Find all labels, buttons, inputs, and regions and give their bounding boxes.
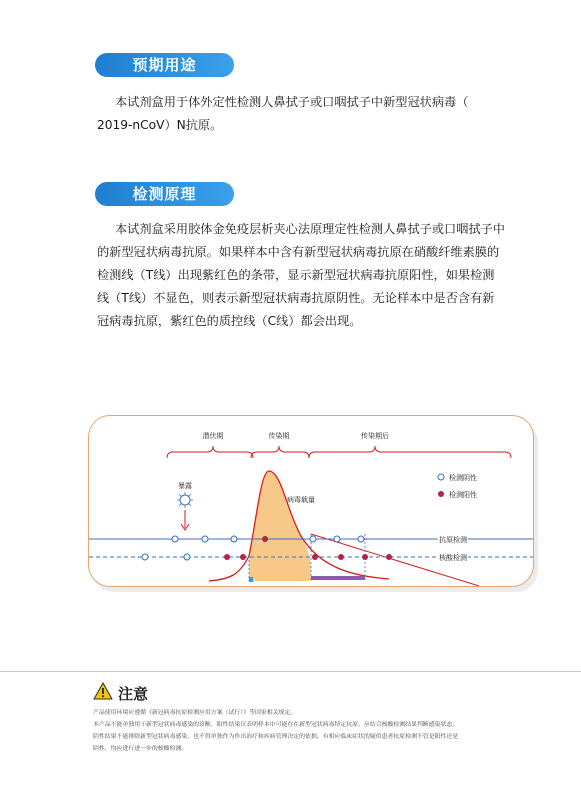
section-divider bbox=[0, 671, 581, 672]
legend-negative-marker bbox=[438, 474, 444, 480]
principle-line-1: 本试剂盒采用胶体金免疫层析夹心法原理定性检测人鼻拭子或口咽拭子中 bbox=[115, 222, 505, 236]
legend-positive-marker bbox=[438, 491, 444, 497]
bracket-post-infectious bbox=[309, 446, 511, 458]
section-title-intended-use: 预期用途 bbox=[95, 53, 234, 77]
period-label-incubation: 潜伏期 bbox=[202, 432, 224, 440]
exposure-label: 暴露 bbox=[178, 482, 192, 490]
principle-line-2: 的新型冠状病毒抗原。如果样本中含有新型冠状病毒抗原在硝酸纤维素膜的 bbox=[97, 245, 500, 259]
nucleic-marker bbox=[362, 554, 368, 560]
legend-negative-label: 检测阴性 bbox=[449, 474, 477, 482]
principle-line-5: 冠病毒抗原，紫红色的质控线（C线）都会出现。 bbox=[97, 314, 362, 328]
nucleic-marker bbox=[312, 554, 318, 560]
notice-title: 注意 bbox=[118, 685, 149, 703]
nucleic-marker bbox=[142, 554, 148, 560]
virus-icon bbox=[177, 492, 193, 508]
principle-paragraph bbox=[97, 218, 505, 333]
nucleic-positive-window bbox=[311, 576, 365, 580]
nucleic-line-label: 核酸检测 bbox=[439, 554, 467, 562]
nucleic-marker bbox=[224, 554, 230, 560]
notice-line-3: 阴性结果不能排除新型冠状病毒感染，也不得单独作为作出治疗和疾病管理决定的依据。有相应临床症状的疑似患者抗原检测不管是阳性还是 bbox=[93, 734, 459, 740]
intended-use-paragraph bbox=[97, 91, 468, 137]
notice-body bbox=[93, 707, 458, 755]
period-label-post-infectious: 传染期后 bbox=[361, 432, 389, 440]
antigen-marker bbox=[358, 536, 364, 542]
intended-use-line-1: 本试剂盒用于体外定性检测人鼻拭子或口咽拭子中新型冠状病毒（ bbox=[115, 95, 469, 109]
legend-positive-label: 检测阳性 bbox=[449, 491, 477, 499]
viral-load-fill bbox=[249, 471, 311, 581]
nucleic-marker bbox=[184, 554, 190, 560]
antigen-marker bbox=[334, 536, 340, 542]
nucleic-marker bbox=[338, 554, 344, 560]
antigen-marker bbox=[172, 536, 178, 542]
viral-load-label: 病毒载量 bbox=[287, 496, 315, 504]
antigen-marker bbox=[231, 536, 237, 542]
period-label-infectious: 传染期 bbox=[268, 432, 290, 440]
section-title-principle: 检测原理 bbox=[95, 182, 234, 206]
antigen-positive-window bbox=[249, 577, 253, 582]
intended-use-line-2: 2019-nCoV）N抗原。 bbox=[97, 118, 223, 132]
warning-icon bbox=[93, 682, 113, 700]
antigen-line-label: 抗原检测 bbox=[439, 536, 467, 544]
notice-line-1: 产品使用环境应遵循《新冠病毒抗原检测应用方案（试行）》等国家相关规定。 bbox=[93, 710, 297, 716]
infection-timeline-diagram bbox=[88, 415, 534, 587]
nucleic-marker bbox=[386, 554, 392, 560]
timeline-svg bbox=[89, 416, 533, 586]
bracket-infectious bbox=[251, 446, 309, 458]
principle-line-3: 检测线（T线）出现紫红色的条带，显示新型冠状病毒抗原阳性，如果检测 bbox=[97, 268, 495, 282]
antigen-marker bbox=[262, 536, 268, 542]
notice-line-2: 本产品不能单独用于新型冠状病毒感染的诊断，阳性结果仅表明样本中可能存在新型冠状病毒特定抗原，应结合核酸检测结果判断感染状态。 bbox=[93, 722, 459, 728]
nucleic-marker bbox=[240, 554, 246, 560]
principle-line-4: 线（T线）不显色，则表示新型冠状病毒抗原阴性。无论样本中是否含有新 bbox=[97, 291, 495, 305]
antigen-marker bbox=[202, 536, 208, 542]
antigen-marker bbox=[310, 536, 316, 542]
notice-line-4: 阴性，均应进行进一步的核酸检测。 bbox=[93, 746, 188, 752]
bracket-incubation bbox=[167, 446, 253, 458]
